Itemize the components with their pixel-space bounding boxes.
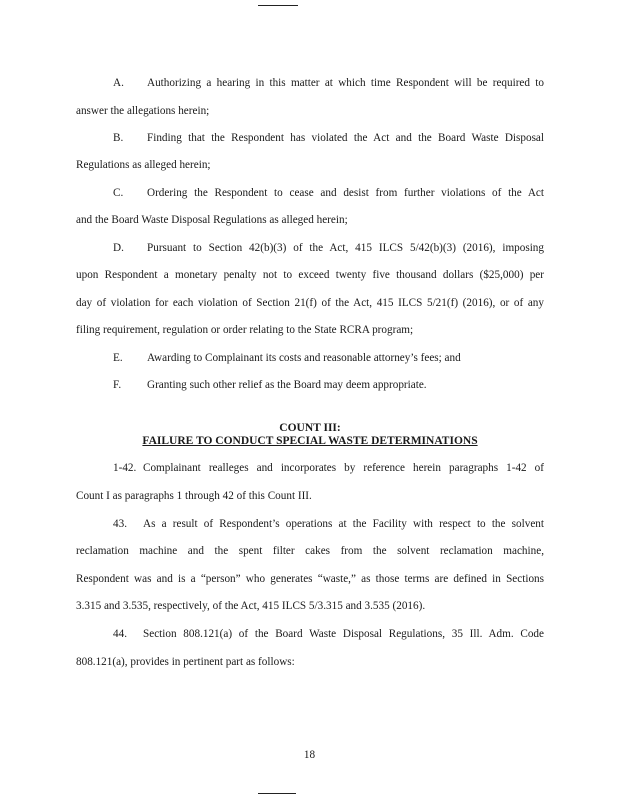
prayer-label-e: E. — [113, 352, 123, 364]
prayer-a-line-1: Authorizing a hearing in this matter at which time Respondent will be required to — [147, 77, 544, 89]
prayer-b-line-1: Finding that the Respondent has violated the Act and the Board Waste Disposal — [147, 132, 544, 144]
paragraph-1-42-line-2: Count I as paragraphs 1 through 42 of this Count III. — [76, 490, 312, 502]
prayer-d-line-4: filing requirement, regulation or order relating to the State RCRA program; — [76, 324, 414, 336]
count-subtitle: FAILURE TO CONDUCT SPECIAL WASTE DETERMINATIONS — [142, 435, 478, 447]
prayer-label-a: A. — [113, 77, 124, 89]
prayer-e-line-1: Awarding to Complainant its costs and reasonable attorney’s fees; and — [147, 352, 461, 364]
paragraph-number-44: 44. — [113, 628, 127, 640]
prayer-label-c: C. — [113, 187, 124, 199]
paragraph-43-line-2: reclamation machine and the spent filter cakes from the solvent reclamation machine, — [76, 545, 544, 557]
paragraph-43-line-1: As a result of Respondent’s operations at the Facility with respect to the solvent — [143, 518, 544, 530]
paragraph-number-1-42: 1-42. — [113, 462, 137, 474]
prayer-d-line-1: Pursuant to Section 42(b)(3) of the Act, 415 ILCS 5/42(b)(3) (2016), imposing — [147, 242, 544, 254]
paragraph-43-line-4: 3.315 and 3.535, respectively, of the Act, 415 ILCS 5/3.315 and 3.535 (2016). — [76, 600, 426, 612]
prayer-label-f: F. — [113, 379, 122, 391]
prayer-label-b: B. — [113, 132, 124, 144]
paragraph-number-43: 43. — [113, 518, 127, 530]
prayer-c-line-2: and the Board Waste Disposal Regulations as alleged herein; — [76, 214, 348, 226]
prayer-d-line-2: upon Respondent a monetary penalty not to exceed twenty five thousand dollars ($25,000) per — [76, 269, 544, 281]
prayer-f-line-1: Granting such other relief as the Board may deem appropriate. — [147, 379, 427, 391]
prayer-label-d: D. — [113, 242, 124, 254]
paragraph-43-line-3: Respondent was and is a “person” who generates “waste,” as those terms are defined in Sections — [76, 573, 544, 585]
count-title: COUNT III: — [279, 422, 341, 434]
prayer-a-line-2: answer the allegations herein; — [76, 105, 210, 117]
paragraph-1-42-line-1: Complainant realleges and incorporates by reference herein paragraphs 1-42 of — [143, 462, 544, 474]
scan-edge-top — [258, 5, 298, 6]
scan-edge-bottom — [258, 793, 296, 794]
paragraph-44-line-1: Section 808.121(a) of the Board Waste Disposal Regulations, 35 Ill. Adm. Code — [143, 628, 544, 640]
prayer-c-line-1: Ordering the Respondent to cease and desist from further violations of the Act — [147, 187, 544, 199]
paragraph-44-line-2: 808.121(a), provides in pertinent part as follows: — [76, 656, 295, 668]
page-number: 18 — [303, 749, 316, 761]
prayer-b-line-2: Regulations as alleged herein; — [76, 159, 211, 171]
prayer-d-line-3: day of violation for each violation of Section 21(f) of the Act, 415 ILCS 5/21(f) (2016), or of any — [76, 297, 544, 309]
